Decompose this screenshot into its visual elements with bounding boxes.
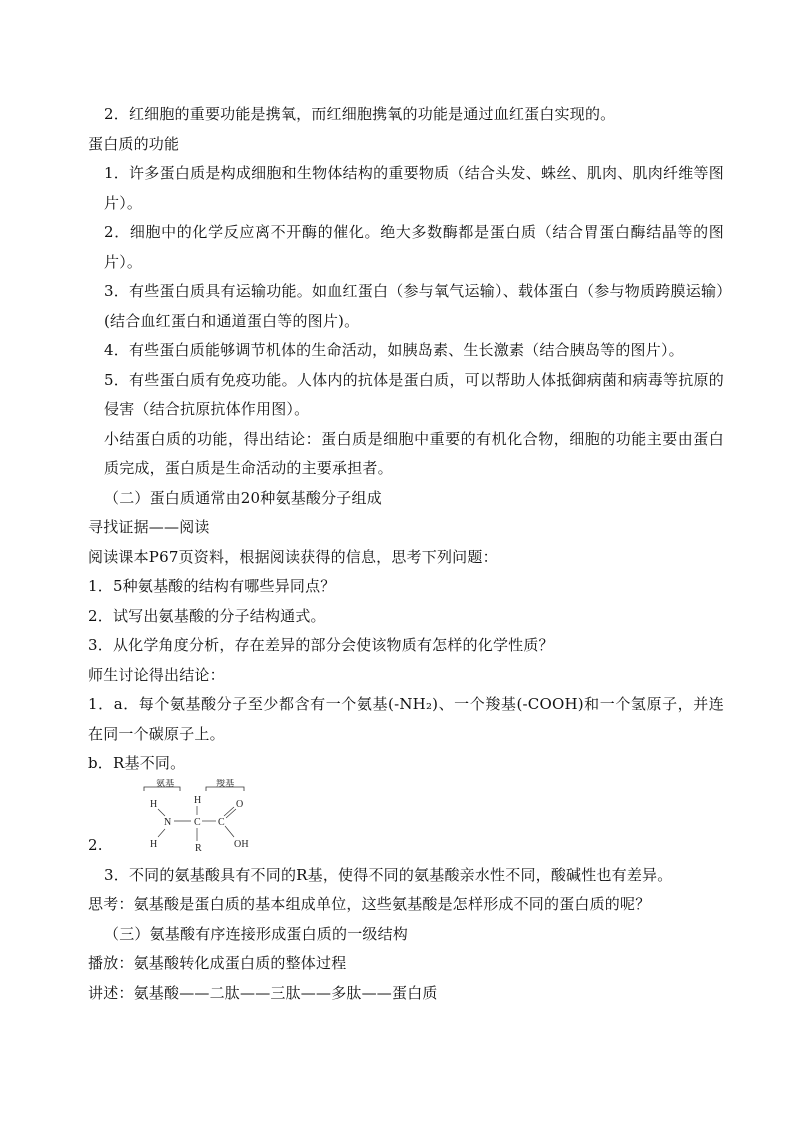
- amino-acid-structure-diagram: [138, 779, 268, 861]
- paragraph-play: 播放：氨基酸转化成蛋白质的整体过程: [88, 954, 347, 972]
- paragraph-function-3: 3．有些蛋白质具有运输功能。如血红蛋白（参与氧气运输）、载体蛋白（参与物质跨膜运输）(结合血红蛋白和通道蛋白等的图片)。: [104, 282, 724, 330]
- bond-c2-oh: [225, 826, 234, 837]
- paragraph-1: 2．红细胞的重要功能是携氧，而红细胞携氧的功能是通过血红蛋白实现的。: [104, 105, 616, 123]
- atom-h2: H: [150, 838, 158, 850]
- question-3: 3．从化学角度分析，存在差异的部分会使该物质有怎样的化学性质？: [88, 636, 554, 654]
- section-heading-amino-acids: （二）蛋白质通常由20种氨基酸分子组成: [104, 488, 382, 507]
- diagram-number: 2.: [88, 835, 103, 854]
- bond-c2-o-a: [224, 807, 234, 816]
- atom-h1: H: [150, 798, 158, 810]
- atom-r: R: [195, 842, 202, 854]
- atom-n: N: [164, 816, 172, 828]
- paragraph-function-5: 5．有些蛋白质有免疫功能。人体内的抗体是蛋白质，可以帮助人体抵御病菌和病毒等抗原的侵害（结合抗原抗体作用图）。: [104, 370, 724, 418]
- atom-o: O: [236, 798, 244, 810]
- paragraph-think: 思考：氨基酸是蛋白质的基本组成单位，这些氨基酸是怎样形成不同的蛋白质的呢？: [88, 895, 651, 913]
- bond-h1-n: [158, 809, 165, 816]
- bond-c2-o-b: [226, 809, 236, 818]
- bond-h2-n: [158, 829, 165, 837]
- document-page: [88, 100, 724, 1008]
- conclusion-1b: b．R基不同。: [88, 754, 186, 772]
- label-carboxyl: 羧基: [216, 778, 235, 788]
- paragraph-summary: 小结蛋白质的功能，得出结论：蛋白质是细胞中重要的有机化合物，细胞的功能主要由蛋白质完成，蛋白质是生命活动的主要承担者。: [104, 429, 724, 477]
- conclusion-1a: 1．a．每个氨基酸分子至少都含有一个氨基(-NH₂)、一个羧基(-COOH)和一个氢原子，并连在同一个碳原子上。: [88, 695, 724, 743]
- paragraph-reading: 阅读课本P67页资料，根据阅读获得的信息，思考下列问题：: [88, 547, 498, 566]
- paragraph-find-evidence: 寻找证据——阅读: [88, 518, 210, 536]
- question-1: 1．5种氨基酸的结构有哪些异同点？: [88, 577, 336, 595]
- paragraph-discussion: 师生讨论得出结论：: [88, 665, 225, 684]
- atom-h-top: H: [194, 794, 202, 806]
- paragraph-function-4: 4．有些蛋白质能够调节机体的生命活动，如胰岛素、生长激素（结合胰岛等的图片）。: [104, 341, 684, 359]
- section-heading-primary-structure: （三）氨基酸有序连接形成蛋白质的一级结构: [104, 924, 409, 943]
- section-heading-protein-function: 蛋白质的功能: [88, 134, 180, 153]
- paragraph-function-1: 1．许多蛋白质是构成细胞和生物体结构的重要物质（结合头发、蛛丝、肌肉、肌肉纤维等图片）。: [104, 164, 724, 212]
- paragraph-function-2: 2．细胞中的化学反应离不开酶的催化。绝大多数酶都是蛋白质（结合胃蛋白酶结晶等的图片）。: [104, 223, 724, 271]
- amino-acid-structure-row: [88, 779, 724, 861]
- conclusion-3: 3．不同的氨基酸具有不同的R基，使得不同的氨基酸亲水性不同，酸碱性也有差异。: [104, 865, 673, 884]
- atom-c2: C: [218, 816, 225, 828]
- atom-c1: C: [194, 816, 201, 828]
- paragraph-explain: 讲述：氨基酸——二肽——三肽——多肽——蛋白质: [88, 983, 438, 1002]
- label-amino: 氨基: [156, 778, 175, 788]
- atom-oh: OH: [234, 838, 249, 850]
- question-2: 2．试写出氨基酸的分子结构通式。: [88, 606, 326, 625]
